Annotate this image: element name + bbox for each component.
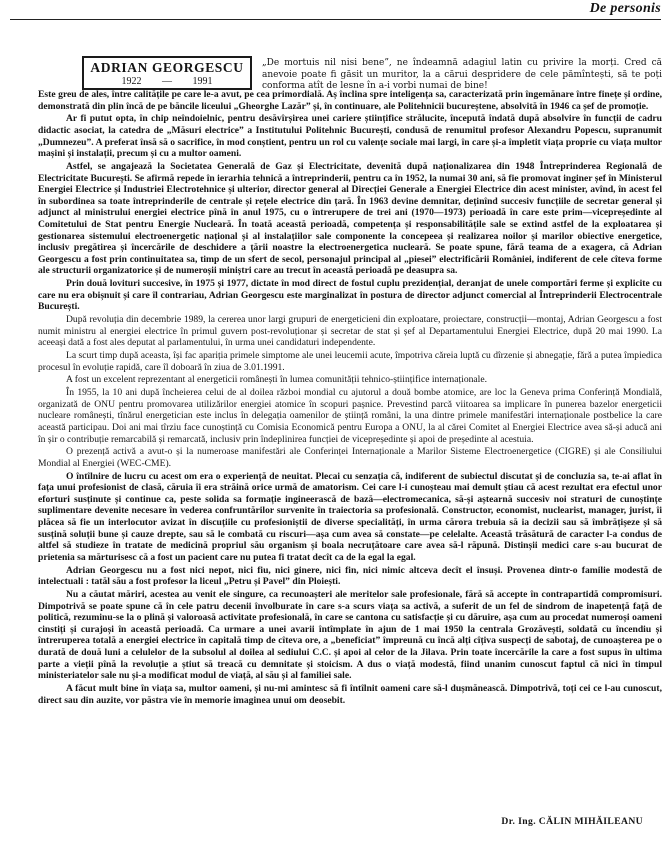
paragraph: Este greu de ales, între calitățile pe care le-a avut, pe cea primordială. Aș înclina spre inteligența sa, caracterizată prin îngemănare între finețe și ordine, demonstrată din plin încă de pe băncile liceului „Gheorghe Lazăr” și, în continuare, ale Politehnicii bucureștene, absolvită în 1946 ca șef de promoție. (38, 89, 662, 112)
paragraph: A fost un excelent reprezentant al energeticii românești în lumea comunității tehnico-științifice internaționale. (66, 374, 487, 386)
header-rule (10, 19, 661, 20)
paragraph: Prin două lovituri succesive, în 1975 și 1977, dictate în mod direct de fostul cuplu prezidențial, deranjat de unele comportări ferme și explicite cu care nu era obișnuit și care îl contrariau, Adrian Georgescu este marginalizat în postura de director adjunct comercial al Întreprinderii Electrocentrale București. (38, 278, 662, 313)
paragraph: Adrian Georgescu nu a fost nici nepot, nici fiu, nici ginere, nici fin, nici nimic altceva decît el însuși. Provenea dintr-o familie modestă de intelectuali : tatăl său a fost profesor la liceul „Petru și Pavel” din Ploiești. (38, 564, 662, 588)
paragraph: În 1955, la 10 ani după încheierea celui de al doilea război mondial cu ajutorul a două bombe atomice, are loc la Geneva prima Conferință Mondială, organizată de ONU pentru promovarea utilizărilor energiei atomice în scopuri pașnice. Prevestind parcă viitoarea sa implicare în punerea bazelor energeticii nucleare românești, tînărul energetician este inclus în delegația oamenilor de știință români, la una dintre primele manifestări internaționale postbelice la care această participau. Doi ani mai tîrziu face cunoștință cu Comisia Economică pentru Europa a ONU, la al cărei Comitet al Energiei Electrice avea să-și aducă ani în șir o contribuție remarcabilă și remarcată, inclusiv prin îndeplinirea funcției de vicepreședinte și apoi de președinte al acestuia. (38, 387, 662, 445)
section-label: De personis (589, 1, 661, 16)
paragraph: O întîlnire de lucru cu acest om era o experiență de neuitat. Plecai cu senzația că, indiferent de subiectul discutat și de concluzia sa, te-ai aflat în fața unui profesionist de clasă, căruia îi era străină orice urmă de amatorism. Cei care l-i cunoșteau mai demult știau că acest rezultat era efectul unor eforturi susținute și continue ca, peste solida sa formație ingineerască de bază—electromecanica, să-și aștearnă succesiv noi straturi de cunoștințe suplimentare devenite necesare în vederea confruntărilor survenite în traiectoria sa profesională. Constructor, economist, nuclearist, manager, jurist, îi plăcea să fie un interlocutor avizat în discuțiile cu profesioniștii de diverse specialități, în urma cărora trebuia să ia decizii sau să îmbrățișeze și să susțină soluții bune și cauze drepte, sau să le combată cu riscuri—așa cum avea să constate—pe celelalte. Această trăsătură de caracter l-a condus de altfel să studieze în tratate de medicină propriul său organism și boala necruțătoare care avea să-l răpună. Distinșii medici care s-au bucurat de prietenia sa mărturisesc că a fost un pacient care nu putea fi tratat decît ca de la egal la egal. (38, 470, 662, 563)
person-name: ADRIAN GEORGESCU (90, 60, 244, 75)
paragraph: O prezență activă a avut-o și la numeroase manifestări ale Conferinței Internaționale a Marilor Sisteme Electroenergetice (CIGRE) și ale Consiliului Mondial al Energiei (WEC-CME). (38, 446, 662, 469)
author-signature: Dr. Ing. CĂLIN MIHĂILEANU (501, 816, 643, 827)
life-years: 1922 — 1991 (121, 76, 213, 87)
name-box (82, 56, 252, 90)
death-year: 1991 (192, 76, 213, 87)
paragraph: Nu a căutat măriri, acestea au venit ele singure, ca recunoașteri ale meritelor sale profesionale, fără să accepte în contrapartidă compromisuri. Dimpotrivă se poate spune că în cele patru decenii învolburate în care s-a scurs viața sa activă, a suferit de un fel de sindrom de inapetență față de politică, rezuminu-se la o plină și valoroasă activitate profesională, în care se cantona cu satisfacție și cu dăruire, așa cum au procedat numeroși oameni cinstiți și curajoși în această perioadă. Ca urmare a unei avarii întîmplate în ajun de 1 mai 1950 la centrala Grozăvești, soldată cu încendiu și întreruperea totală a energiei electrice în capitală timp de cîteva ore, a „beneficiat” împreună cu încă alți cîțiva suspecți de sabotaj, de cunoașterea pe o durată de două luni a celulelor de la subsolul al doilea al sediului C.C. și apoi al celor de la Jilava. Prin toate încercările la care a fost supus în ultima parte a vieții pînă la revoluție a știut să treacă cu demnitate și stoicism. A dus o viață modestă, fiind unanim cunoscut faptul că nici în timpul ministeriatelor sale nu și-a modificat modul de viață, al său și al familiei sale. (38, 589, 662, 682)
paragraph: Ar fi putut opta, în chip neîndoielnic, pentru desăvîrșirea unei cariere științifice strălucite, începută îndată după absolvire în funcții de cadru didactic asociat, la catedra de „Măsuri electrice” a Institutului Politehnic București, condusă de renumitul profesor Alexandru Popescu, supranumit „Dumnezeu”. A preferat însă să o sacrifice, în mod conștient, pentru un rol cu valențe sociale mai largi, în care și-a împletit viața proprie cu viața multor mașini și instalații, precum și cu a multor oameni. (38, 113, 662, 160)
opening-motto: „De mortuis nil nisi bene”, ne îndeamnă adagiul latin cu privire la morți. Cred că anevoie poate fi găsit un muritor, la a cărui despridere de cele pămîntești, să te poți conforma atît de lesne în a-i vorbi numai de bine! (262, 58, 662, 91)
paragraph: După revoluția din decembrie 1989, la cererea unor largi grupuri de energeticieni din exploatare, proiectare, construcții—montaj, Adrian Georgescu a fost numit ministru al energiei electrice în primul guvern post-revoluționar și secretar de stat și șef al Departamentului Energiei Electrice, după 20 mai 1990. La aceeași dată a fost ales deputat al parlamentului, în urma unei candidaturi independente. (38, 314, 662, 349)
birth-year: 1922 (121, 76, 142, 87)
paragraph: A făcut mult bine în viața sa, multor oameni, și nu-mi amintesc să fi întîlnit oameni care să-l dușmănească. Dimpotrivă, toți cei ce l-au cunoscut, direct sau din auzite, vor păstra vie în memorie imaginea unui om deosebit. (38, 682, 662, 706)
paragraph: Astfel, se angajează la Societatea Generală de Gaz și Electricitate, devenită după naționalizarea din 1948 Întreprinderea Regională de Electricitate București. Se afirmă repede în ierarhia tehnică a întreprinderii, pentru ca în 1952, la numai 30 ani, să fie promovat inginer șef în Ministerul Energiei Electrice și Industriei Electrotehnice și ulterior, director general al Direcției Generale a Energiei Electrice din acest minister, avînd, în acest fel în subordinea sa toate întreprinderile de centrale și rețele electrice din țară. În 1963 devine demnitar, deținînd succesiv funcțiile de secretar general și adjunct al ministrului energiei electrice pînă în anul 1975, cu o întrerupere de trei ani (1970—1973) perioadă în care este prim—vicepreședinte al Comitetului de Stat pentru Energie Nucleară. În toată această perioadă, competența și responsabilitățile sale se extind astfel de la exploatarea și gestionarea sistemului electroenergetic național și al instalațiilor sale componente la concepeea și realizarea noilor și marilor obiective energetice, inclusiv pregătirea și încercările de deschidere a țării noastre la electroenergetica nucleară. Se poate spune, fără teama de a exagera, că Adrian Georgescu a fost prin continuitatea sa, timp de un sfert de secol, personajul principal al „piesei” electrificării României, indiferent de cele cîteva forme ale structurii organizatorice și de numeroșii miniștri care au trecut în această perioadă pe deasupra sa. (38, 160, 662, 277)
article-body (38, 89, 662, 707)
paragraph: La scurt timp după aceasta, își fac apariția primele simptome ale unei leucemii acute, împotriva căreia luptă cu dîrzenie și abnegație, fără a putea împiedica procesul în evoluție rapidă, care îl doboară în ziua de 3.01.1991. (38, 350, 662, 373)
